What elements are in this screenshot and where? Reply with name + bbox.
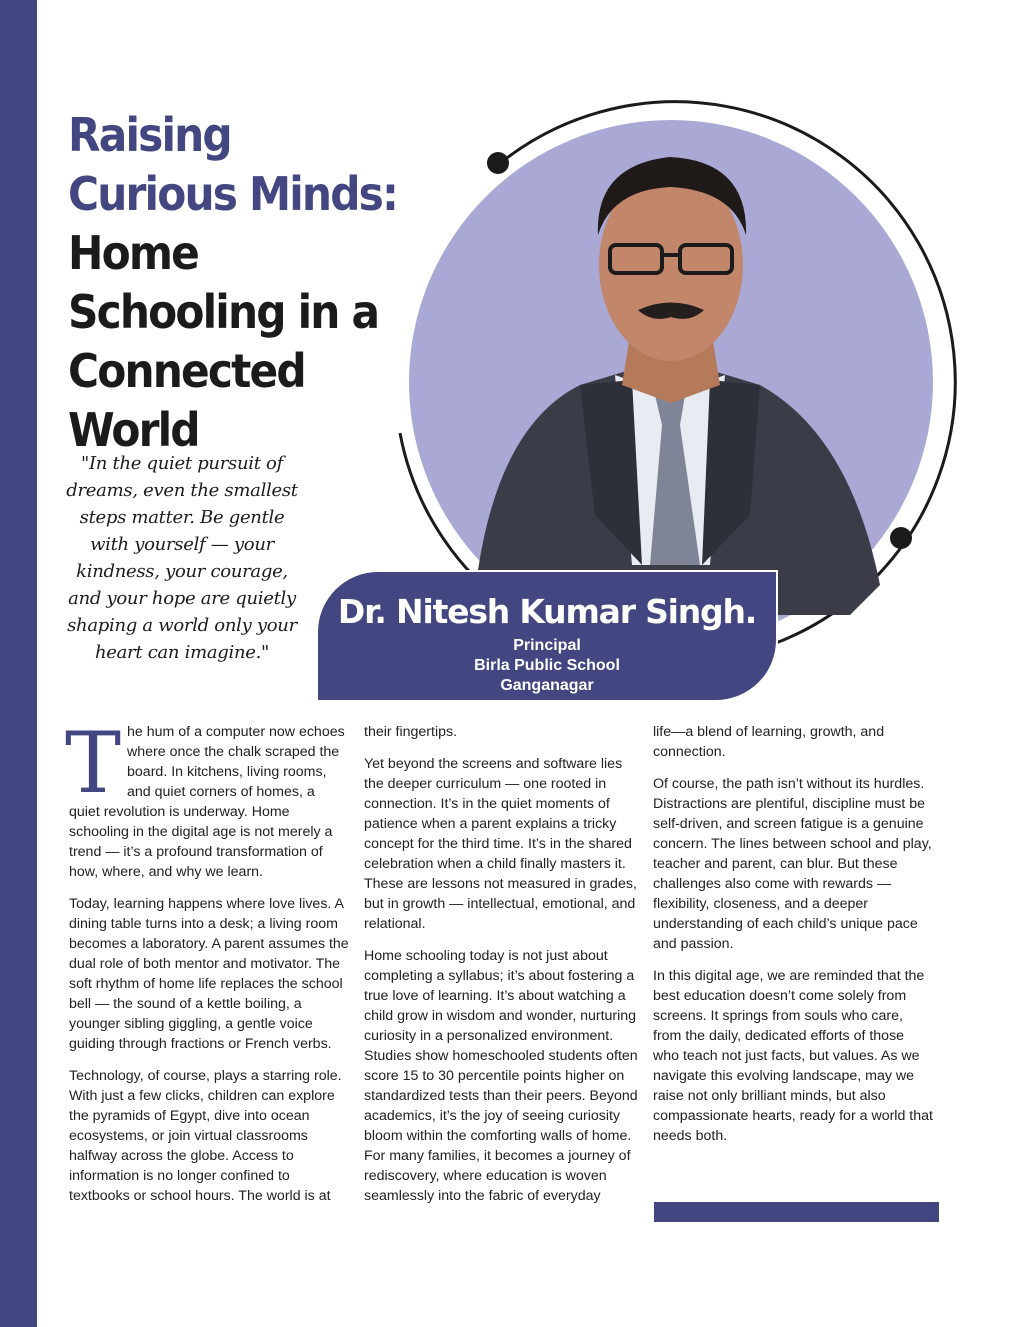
- paragraph: their fingertips.: [364, 724, 458, 740]
- paragraph: life—a blend of learning, growth, and connection.: [653, 724, 885, 760]
- author-badge: [316, 570, 778, 702]
- paragraph: Today, learning happens where love lives. A dining table turns into a desk; a living room becomes a laboratory. A parent assumes the dual role of both mentor and motivator. The soft rhythm of home life replaces the school bell — the sound of a kettle boiling, a younger sibling giggling, a gentle voice guiding through fractions or French verbs.: [69, 896, 349, 1052]
- article-title: [68, 106, 408, 460]
- drop-cap: T: [65, 714, 122, 812]
- paragraph: Of course, the path isn’t without its hurdles. Distractions are plentiful, discipline must be self-driven, and screen fatigue is a genuine concern. The lines between school and play, teacher and parent, can blur. But these challenges also come with rewards — flexibility, closeness, and a deeper understanding of each child’s unique pace and passion.: [653, 776, 932, 952]
- title-rest: Home Schooling in a Connected World: [68, 226, 379, 457]
- author-school: Birla Public School: [474, 657, 620, 674]
- paragraph: In this digital age, we are reminded that the best education doesn’t come solely from screens. It springs from souls who care, from the daily, dedicated efforts of those who teach not just facts, but values. As we navigate this evolving landscape, may we raise not only brilliant minds, but also compassionate hearts, ready for a world that needs both.: [653, 968, 933, 1144]
- paragraph-text: he hum of a computer now echoes where once the chalk scraped the board. In kitchens, living rooms, and quiet corners of homes, a quiet revolution is underway. Home schooling in the digital age is not merely a trend — it’s a profound transformation of how, where, and why we learn.: [69, 724, 345, 880]
- ring-dot-top: [487, 152, 509, 174]
- article-column-3: [653, 722, 933, 1158]
- article-column-1: [65, 714, 349, 1218]
- paragraph: Technology, of course, plays a starring role. With just a few clicks, children can explore the pyramids of Egypt, dive into ocean ecosystems, or join virtual classrooms halfway across the globe. Access to information is no longer confined to textbooks or school hours. The world is at: [69, 1068, 342, 1204]
- footer-accent-bar: [654, 1202, 939, 1222]
- paragraph: Home schooling today is not just about completing a syllabus; it’s about fostering a true love of learning. It’s about watching a child grow in wisdom and wonder, nurturing curiosity in a personalized environment. Studies show homeschooled students often score 15 to 30 percentile points higher on standardized tests than their peers. Beyond academics, it’s the joy of seeing curiosity bloom within the comforting walls of home. For many families, it becomes a journey of rediscovery, where education is woven seamlessly into the fabric of everyday: [364, 948, 638, 1204]
- author-role: Principal: [513, 637, 581, 654]
- left-accent-bar: [0, 0, 37, 1327]
- paragraph: [65, 714, 349, 882]
- pull-quote: "In the quiet pursuit of dreams, even the smallest steps matter. Be gentle with yourself — your kindness, your courage, and your hope are quietly shaping a world only your heart can imagine.": [66, 453, 298, 663]
- ring-dot-right: [890, 527, 912, 549]
- author-name: Dr. Nitesh Kumar Singh.: [337, 592, 757, 631]
- paragraph: Yet beyond the screens and software lies the deeper curriculum — one rooted in connection. It’s in the quiet moments of patience when a parent explains a tricky concept for the third time. It’s in the shared celebration when a child finally masters it. These are lessons not measured in grades, but in growth — intellectual, emotional, and relational.: [364, 756, 637, 932]
- article-column-2: [364, 722, 644, 1218]
- title-accent: Raising Curious Minds:: [68, 108, 398, 221]
- author-city: Ganganagar: [500, 677, 594, 694]
